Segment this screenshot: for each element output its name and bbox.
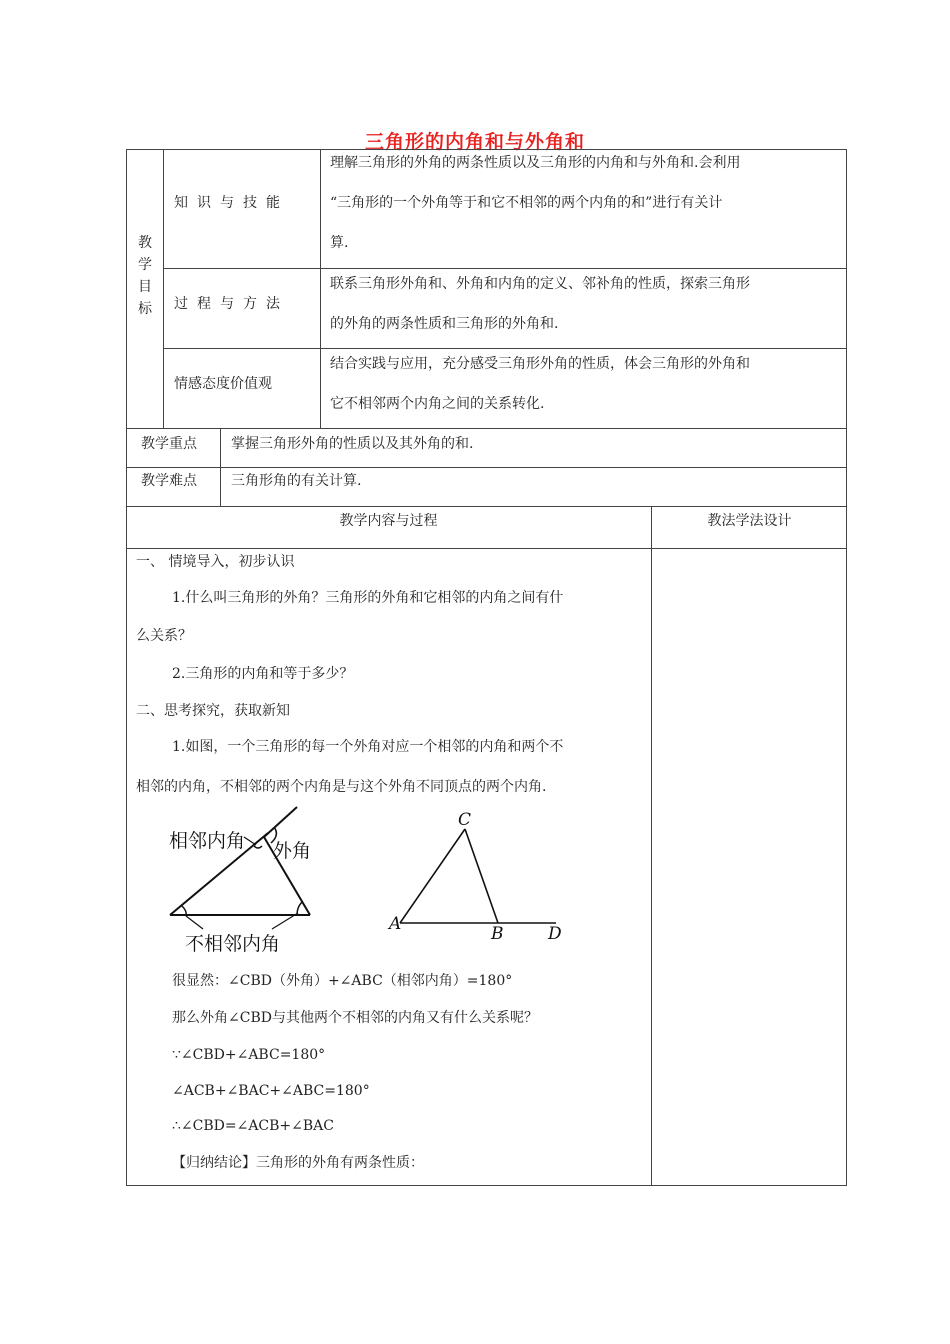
right-triangle bbox=[387, 810, 562, 944]
process-label: 过程与方法 bbox=[174, 296, 289, 312]
left-triangle bbox=[169, 807, 311, 955]
reasoning-line: ∴∠CBD=∠ACB+∠BAC bbox=[172, 1118, 335, 1134]
reasoning-line: 很显然：∠CBD（外角）+∠ABC（相邻内角）=180° bbox=[172, 973, 513, 989]
adjacent-angle-label: 相邻内角 bbox=[169, 830, 246, 852]
question-text: 1.什么叫三角形的外角？三角形的外角和它相邻的内角之间有什 bbox=[172, 590, 564, 606]
difficulty-label: 教学难点 bbox=[141, 473, 197, 489]
difficulty-text: 三角形角的有关计算. bbox=[231, 473, 362, 489]
knowledge-text: 算. bbox=[330, 235, 349, 251]
question-text: 么关系？ bbox=[136, 628, 192, 644]
knowledge-label: 知识与技能 bbox=[174, 195, 289, 211]
key-point-text: 掌握三角形外角的性质以及其外角的和. bbox=[231, 436, 474, 452]
col-divider bbox=[651, 506, 652, 1186]
emotion-label: 情感态度价值观 bbox=[174, 376, 272, 392]
point-c-label: C bbox=[458, 810, 472, 830]
process-text: 的外角的两条性质和三角形的外角和. bbox=[330, 316, 559, 332]
key-point-label: 教学重点 bbox=[141, 436, 197, 452]
col-divider bbox=[220, 428, 221, 506]
reasoning-line: ∵∠CBD+∠ABC=180° bbox=[172, 1047, 326, 1063]
process-text: 联系三角形外角和、外角和内角的定义、邻补角的性质，探索三角形 bbox=[330, 276, 750, 292]
col-divider bbox=[320, 149, 321, 428]
point-b-label: B bbox=[491, 924, 504, 944]
exterior-angle-label: 外角 bbox=[273, 840, 312, 862]
point-a-label: A bbox=[389, 914, 402, 934]
knowledge-text: 理解三角形的外角的两条性质以及三角形的内角和与外角和.会利用 bbox=[330, 155, 741, 171]
point-d-label: D bbox=[548, 924, 562, 944]
section-heading: 一、 情境导入，初步认识 bbox=[136, 554, 295, 570]
emotion-text: 结合实践与应用，充分感受三角形外角的性质，体会三角形的外角和 bbox=[330, 356, 750, 372]
method-column-header: 教法学法设计 bbox=[707, 513, 792, 529]
triangle-diagrams bbox=[160, 805, 580, 955]
page-title: 三角形的内角和与外角和 bbox=[364, 131, 585, 153]
content-column-header: 教学内容与过程 bbox=[339, 513, 438, 529]
paragraph-text: 相邻的内角，不相邻的两个内角是与这个外角不同顶点的两个内角. bbox=[136, 779, 547, 795]
reasoning-line: 那么外角∠CBD与其他两个不相邻的内角又有什么关系呢？ bbox=[172, 1010, 538, 1026]
paragraph-text: 1.如图，一个三角形的每一个外角对应一个相邻的内角和两个不 bbox=[172, 739, 564, 755]
conclusion-line: 【归纳结论】三角形的外角有两条性质： bbox=[172, 1155, 424, 1171]
col-divider bbox=[163, 149, 164, 428]
section-heading: 二、思考探究，获取新知 bbox=[136, 703, 290, 719]
emotion-text: 它不相邻两个内角之间的关系转化. bbox=[330, 396, 545, 412]
reasoning-line: ∠ACB+∠BAC+∠ABC=180° bbox=[172, 1083, 370, 1099]
question-text: 2.三角形的内角和等于多少？ bbox=[172, 666, 354, 682]
knowledge-text: “三角形的一个外角等于和它不相邻的两个内角的和”进行有关计 bbox=[330, 195, 723, 211]
objectives-label: 教 学 目 标 bbox=[138, 235, 152, 317]
nonadjacent-angle-label: 不相邻内角 bbox=[185, 933, 281, 955]
